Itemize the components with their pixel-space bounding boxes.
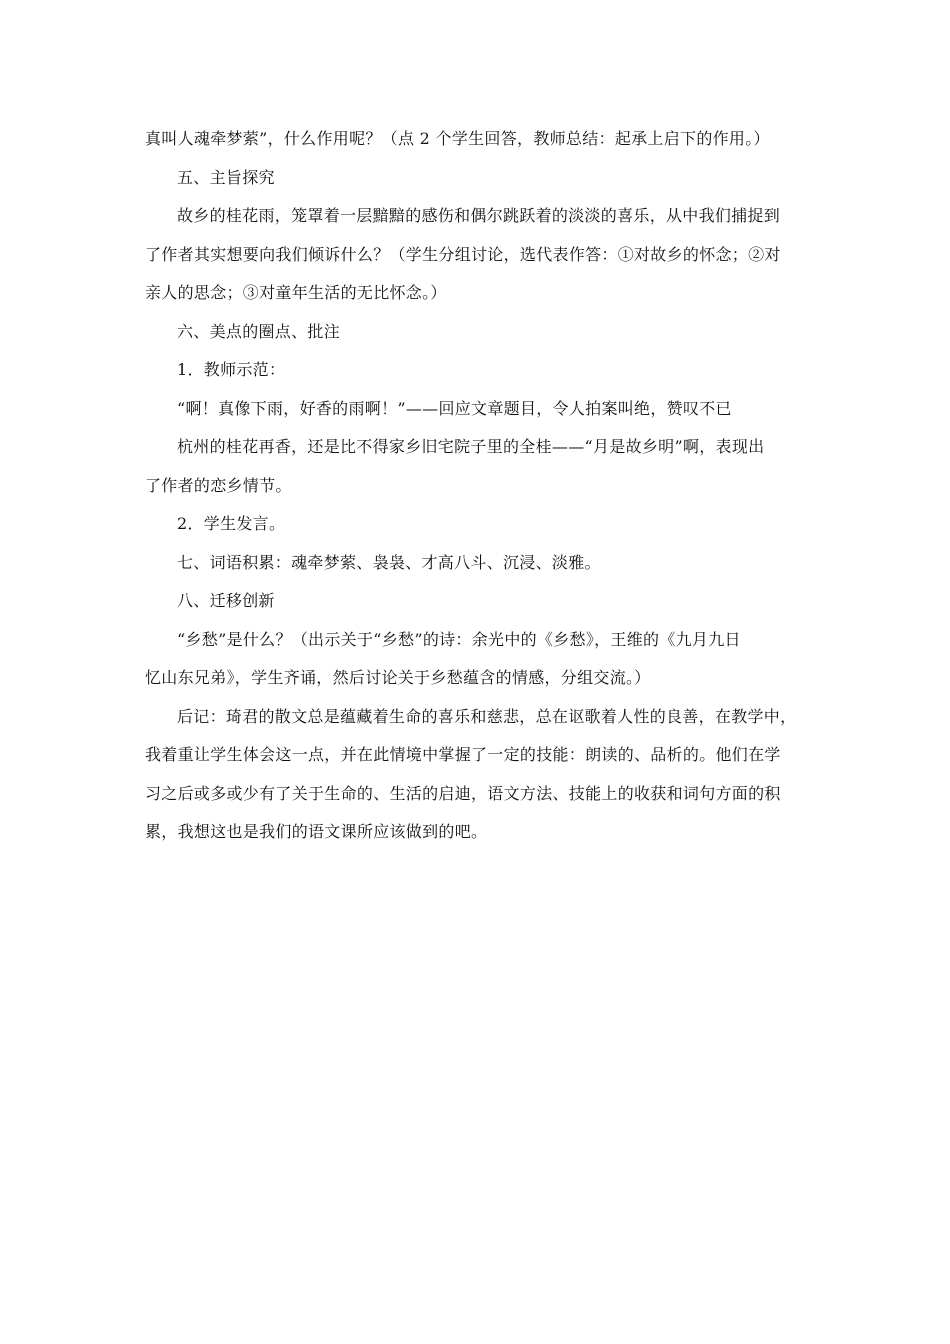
list-item: 2．学生发言。 — [177, 514, 286, 533]
text-line: 忆山东兄弟》，学生齐诵，然后讨论关于乡愁蕴含的情感，分组交流。） — [145, 668, 651, 687]
postscript-line: 累，我想这也是我们的语文课所应该做到的吧。 — [145, 822, 488, 841]
text-line: 亲人的思念；③对童年生活的无比怀念。） — [145, 283, 447, 302]
text-line: “乡愁”是什么？（出示关于“乡愁”的诗：余光中的《乡愁》，王维的《九月九日 — [177, 629, 741, 649]
text-line: 了作者的恋乡情节。 — [145, 475, 292, 495]
text-line: 杭州的桂花再香，还是比不得家乡旧宅院子里的全桂——“月是故乡明”啊，表现出 — [177, 437, 765, 456]
section-heading-theme: 五、主旨探究 — [177, 167, 275, 187]
postscript-line: 习之后或多或少有了关于生命的、生活的启迪，语文方法、技能上的收获和词句方面的积 — [145, 783, 781, 803]
text-line: “啊！真像下雨，好香的雨啊！”——回应文章题目，令人拍案叫绝，赞叹不已 — [177, 398, 732, 418]
list-item: 1．教师示范： — [177, 360, 286, 379]
document-body — [145, 120, 810, 852]
text-line: 真叫人魂牵梦萦”，什么作用呢？（点 2 个学生回答，教师总结：起承上启下的作用。） — [145, 129, 770, 148]
text-line: 故乡的桂花雨，笼罩着一层黯黯的感伤和偶尔跳跃着的淡淡的喜乐，从中我们捕捉到 — [177, 206, 781, 225]
section-heading-annotation: 六、美点的圈点、批注 — [177, 321, 341, 341]
text-line: 了作者其实想要向我们倾诉什么？（学生分组讨论，选代表作答：①对故乡的怀念；②对 — [145, 244, 781, 264]
postscript-line: 后记：琦君的散文总是蕴藏着生命的喜乐和慈悲，总在讴歌着人性的良善，在教学中， — [177, 706, 797, 726]
section-heading-transfer: 八、迁移创新 — [177, 591, 275, 610]
postscript-line: 我着重让学生体会这一点，并在此情境中掌握了一定的技能：朗读的、品析的。他们在学 — [145, 745, 781, 764]
section-heading-vocabulary: 七、词语积累：魂牵梦萦、袅袅、才高八斗、沉浸、淡雅。 — [177, 552, 601, 572]
